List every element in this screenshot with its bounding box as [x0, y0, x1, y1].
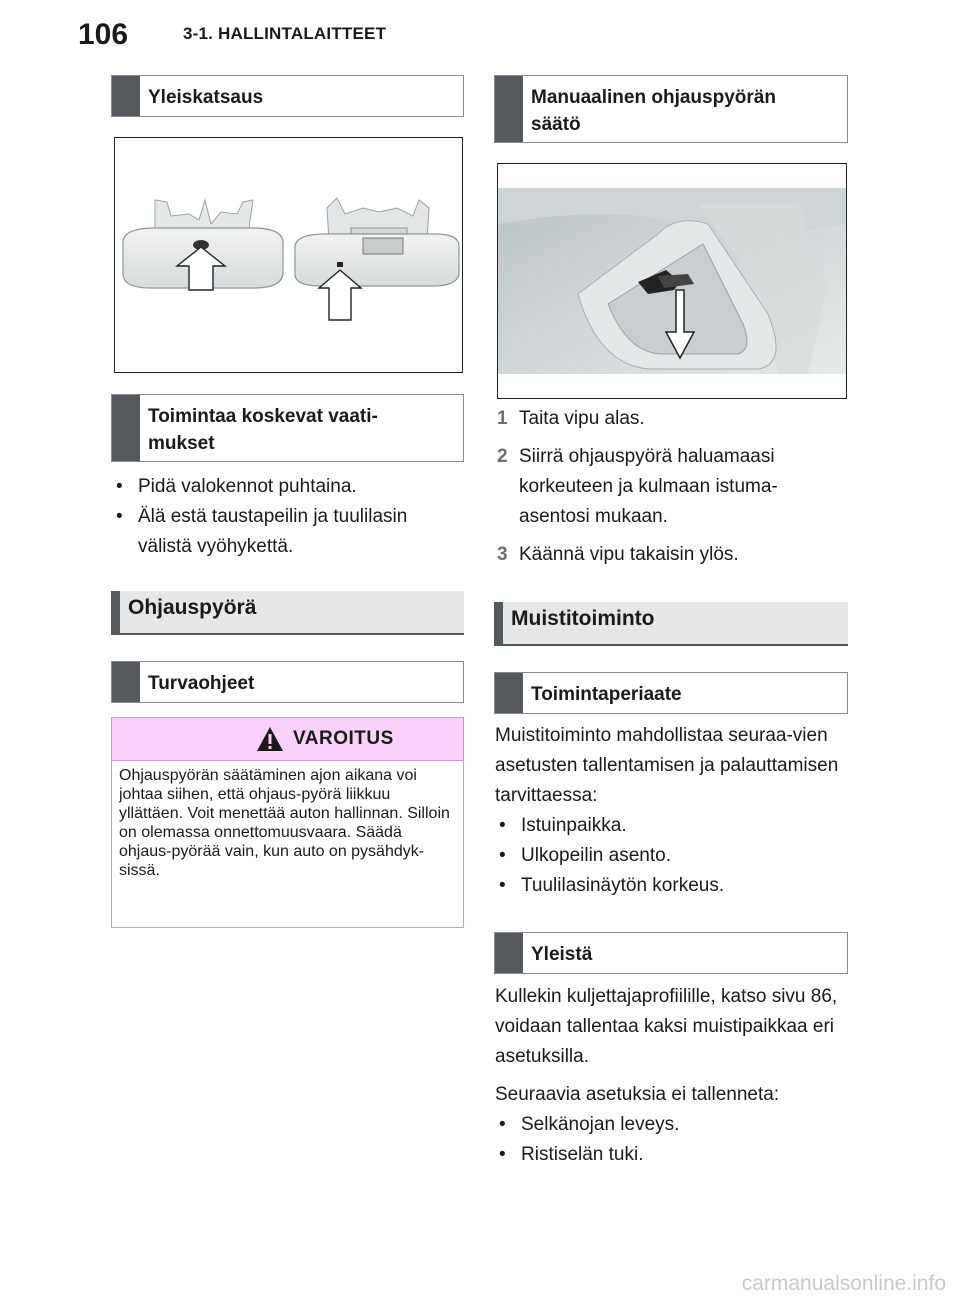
heading-manuaalinen-saato: Manuaalinen ohjauspyörän säätö — [494, 75, 848, 143]
intro-paragraph: Muistitoiminto mahdollistaa seuraa-vien asetusten tallentamisen ja palauttamisen tarvittaessa: — [495, 725, 839, 806]
warning-box — [111, 717, 464, 928]
watermark: carmanualsonline.info — [741, 1272, 946, 1295]
mirror-sensor-figure — [114, 137, 463, 373]
list-item: • Pidä valokennot puhtaina. — [116, 476, 357, 497]
warning-title: VAROITUS — [293, 728, 394, 749]
heading-turvaohjeet: Turvaohjeet — [111, 661, 464, 703]
page-number: 106 — [78, 18, 129, 51]
heading-yleiskatsaus: Yleiskatsaus — [111, 75, 464, 117]
list-item: • Ulkopeilin asento. — [499, 845, 671, 866]
list-item: • Ristiselän tuki. — [499, 1144, 644, 1165]
warning-triangle-icon — [256, 726, 284, 752]
chapter-title: 3-1. HALLINTALAITTEET — [183, 24, 387, 43]
warning-text: Ohjauspyörän säätäminen ajon aikana voi johtaa siihen, että ohjaus-pyörä liikkuu yllättäen. Voit menettää auton hallinnan. Silloin on olemassa onnettomuusvaara. Säädä ohjaus-pyörää vain, kun auto on pysähdyk-sissä. — [119, 767, 450, 879]
adjustment-steps — [497, 404, 847, 578]
paragraph: Seuraavia asetuksia ei tallenneta: — [495, 1084, 780, 1105]
step-item: 2 Siirrä ohjauspyörä haluamaasi korkeuteen ja kulmaan istuma-asentosi mukaan. — [497, 446, 778, 527]
step-item: 1 Taita vipu alas. — [497, 408, 645, 429]
list-item: • Tuulilasinäytön korkeus. — [499, 875, 725, 896]
general-text — [495, 982, 847, 1170]
section-muistitoiminto: Muistitoiminto — [494, 602, 848, 646]
step-item: 3 Käännä vipu takaisin ylös. — [497, 544, 739, 565]
heading-yleista: Yleistä — [494, 932, 848, 974]
steering-lever-figure — [497, 163, 847, 399]
heading-toimintaperiaate: Toimintaperiaate — [494, 672, 848, 714]
list-item: • Älä estä taustapeilin ja tuulilasin välistä vyöhykettä. — [116, 506, 408, 557]
section-ohjauspyora: Ohjauspyörä — [111, 591, 464, 635]
memory-function-text — [495, 721, 847, 901]
paragraph: Kullekin kuljettajaprofiilille, katso sivu 86, voidaan tallentaa kaksi muistipaikkaa eri asetuksilla. — [495, 986, 838, 1067]
requirements-list — [112, 472, 464, 562]
list-item: • Istuinpaikka. — [499, 815, 627, 836]
heading-toimintaa-koskevat-vaatimukset: Toimintaa koskevat vaati- mukset — [111, 394, 464, 462]
list-item: • Selkänojan leveys. — [499, 1114, 680, 1135]
